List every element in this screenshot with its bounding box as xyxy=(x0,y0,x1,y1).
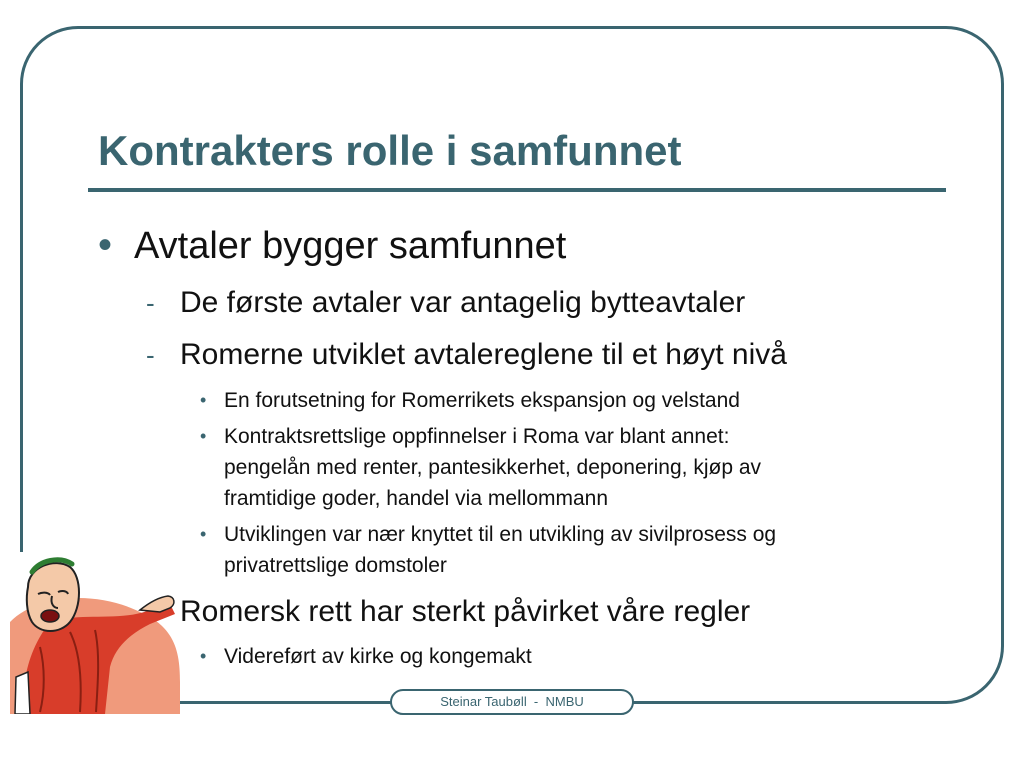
bullet-marker: • xyxy=(98,223,113,267)
footer-label: Steinar Taubøll - NMBU xyxy=(390,689,634,715)
bullet-marker: • xyxy=(200,524,207,544)
bullet-level3: En forutsetning for Romerrikets ekspansjon og velstand xyxy=(224,389,740,412)
bullet-marker: • xyxy=(200,426,207,446)
bullet-level1: Avtaler bygger samfunnet xyxy=(134,225,567,267)
bullet-level3-line: framtidige goder, handel via mellommann xyxy=(224,487,609,510)
bullet-level2: Romersk rett har sterkt påvirket våre regler xyxy=(180,595,751,628)
dash-marker: - xyxy=(146,340,155,370)
bullet-level3-line: Utviklingen var nær knyttet til en utvikling av sivilprosess og xyxy=(224,523,777,546)
bullet-level3-line: Kontraktsrettslige oppfinnelser i Roma var blant annet: xyxy=(224,425,730,448)
bullet-level2: De første avtaler var antagelig bytteavtaler xyxy=(180,286,746,319)
roman-emperor-cartoon xyxy=(10,552,180,714)
slide-title: Kontrakters rolle i samfunnet xyxy=(98,127,682,174)
bullet-level3-line: privatrettslige domstoler xyxy=(224,554,447,577)
bullet-level3-line: pengelån med renter, pantesikkerhet, deponering, kjøp av xyxy=(224,456,762,479)
bullet-marker: • xyxy=(200,646,207,666)
bullet-marker: • xyxy=(200,390,207,410)
bullet-level3: Videreført av kirke og kongemakt xyxy=(224,645,532,668)
bullet-level2: Romerne utviklet avtalereglene til et høyt nivå xyxy=(180,338,787,371)
dash-marker: - xyxy=(146,288,155,318)
